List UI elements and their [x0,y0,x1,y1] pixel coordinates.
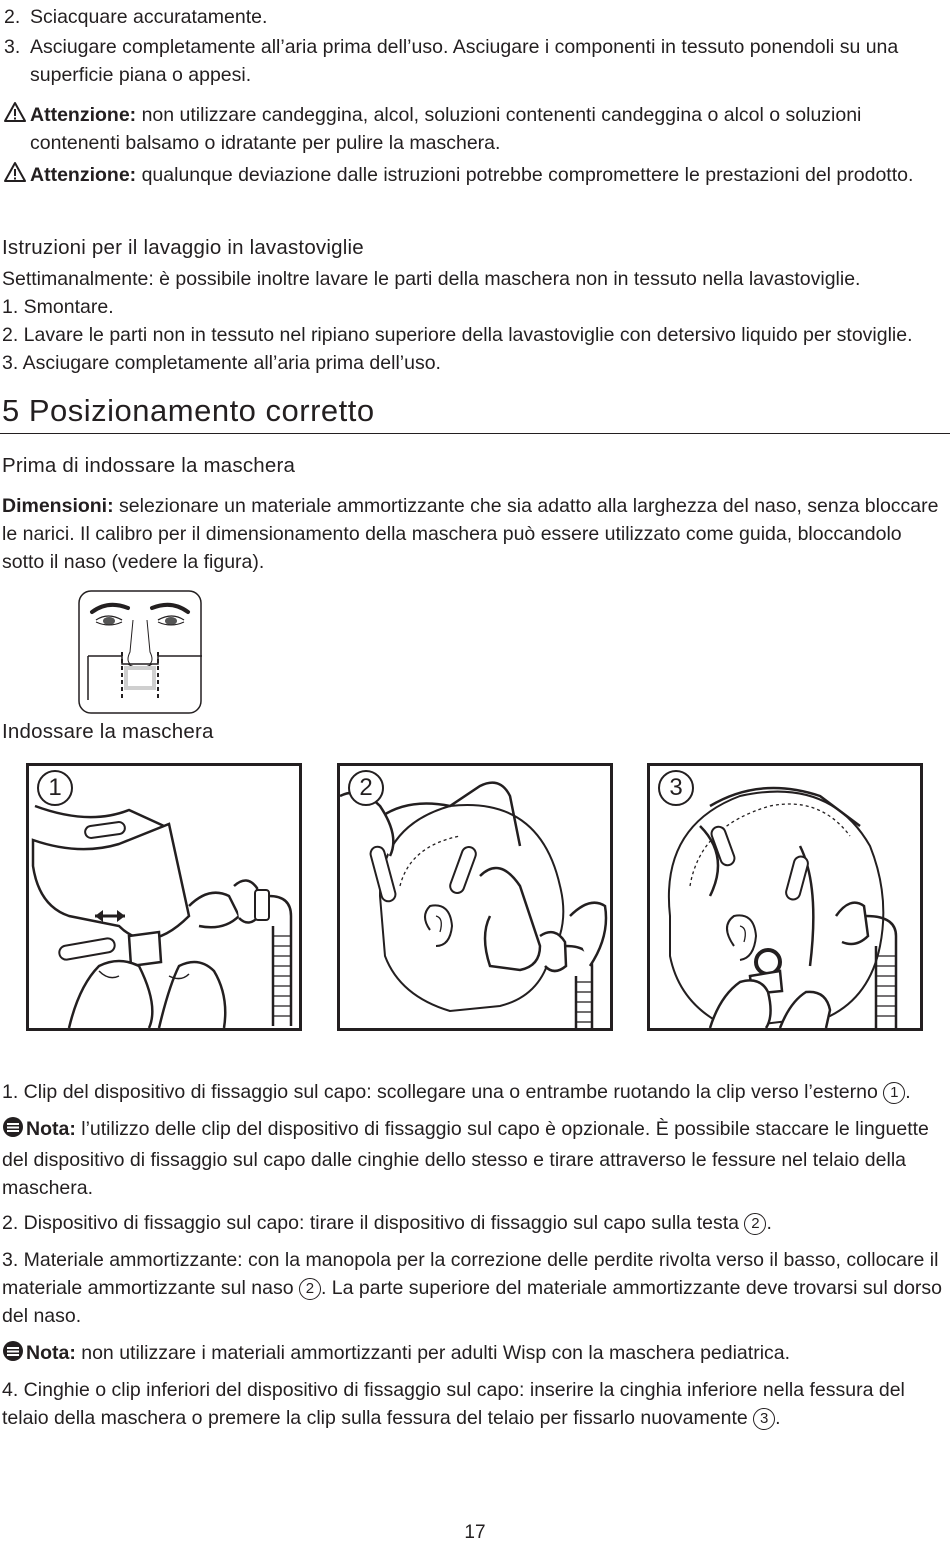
warning-label: Attenzione: [30,104,137,126]
mask-illustration-1 [29,766,299,1028]
note-label: Nota: [26,1342,76,1364]
step-ref-badge: 3 [753,1408,775,1430]
warning-icon [4,161,26,191]
dishwasher-line: Settimanalmente: è possibile inoltre lavare le parti della maschera non in tessuto nella lavastoviglie. [2,268,861,290]
section-title: 5 Posizionamento corretto [2,393,375,428]
warning-text: non utilizzare candeggina, alcol, soluzioni contenenti candeggina o alcol o soluzioni contenenti balsamo o idratante per pulire la maschera. [30,104,862,154]
panel-number: 1 [37,770,73,806]
note-icon [2,1340,26,1370]
sizing-gauge-figure [78,590,202,714]
step-period: . [766,1212,772,1234]
step-4-text [2,1376,948,1432]
warning-icon [4,101,26,131]
list-number: 2. [4,6,21,28]
section-divider [0,433,950,434]
list-number: 3. [4,36,21,58]
note-label: Nota: [26,1118,76,1140]
dimensions-paragraph [2,492,948,576]
step-4-body: 4. Cinghie o clip inferiori del dispositivo di fissaggio sul capo: inserire la cinghia inferiore nella fessura del telaio della maschera o premere la clip sulla fessura del telaio per fissarlo nuovamente [2,1379,905,1429]
step-panel-1 [26,763,302,1031]
mask-illustration-2 [340,766,610,1028]
step-2-text [2,1209,948,1237]
note-1 [2,1115,948,1202]
warning-text: qualunque deviazione dalle istruzioni potrebbe compromettere le prestazioni del prodotto. [136,164,914,186]
note-2 [2,1339,948,1370]
list-item [4,33,946,89]
dishwasher-line: 3. Asciugare completamente all’aria prima dell’uso. [2,352,441,374]
step-period: . [775,1407,781,1429]
page-number: 17 [464,1522,486,1543]
dishwasher-line: 1. Smontare. [2,296,114,318]
note-text: non utilizzare i materiali ammortizzanti per adulti Wisp con la maschera pediatrica. [75,1342,791,1364]
step-period: . [905,1081,911,1103]
step-panel-2 [337,763,613,1031]
step-panel-3 [647,763,923,1031]
dimensions-label: Dimensioni: [2,495,114,517]
step-ref-badge: 1 [883,1082,905,1104]
note-icon [2,1116,26,1146]
mask-illustration-3 [650,766,920,1028]
step-ref-badge: 2 [744,1213,766,1235]
note-text: l’utilizzo delle clip del dispositivo di fissaggio sul capo è opzionale. È possibile staccare le linguette del dispositivo di fissaggio sul capo dalle cinghie dello stesso e tirare attraverso le fessure nel telaio della maschera. [2,1118,929,1199]
wear-heading: Indossare la maschera [2,720,214,743]
step-3-text [2,1246,948,1330]
step-1-text [2,1078,948,1106]
before-heading: Prima di indossare la maschera [2,454,296,477]
dishwasher-line: 2. Lavare le parti non in tessuto nel ripiano superiore della lavastoviglie con detersivo liquido per stoviglie. [2,324,913,346]
warning-item [4,161,946,189]
list-text: Asciugare completamente all’aria prima dell’uso. Asciugare i componenti in tessuto ponendoli su una superficie piana o appesi. [30,36,899,86]
warning-label: Attenzione: [30,164,137,186]
step-3-tail: . La parte superiore del materiale ammortizzante deve trovarsi sul dorso del naso. [2,1277,943,1327]
panel-number: 2 [348,770,384,806]
dimensions-text: selezionare un materiale ammortizzante che sia adatto alla larghezza del naso, senza bloccare le narici. Il calibro per il dimensionamento della maschera può essere utilizzato come guida, bloccandolo sotto il naso (vedere la figura). [2,495,939,573]
panel-number: 3 [658,770,694,806]
step-ref-badge: 2 [299,1278,321,1300]
warning-item [4,101,946,157]
step-3-body: 3. Materiale ammortizzante: con la manopola per la correzione delle perdite rivolta verso il basso, collocare il materiale ammortizzante sul naso [2,1249,939,1299]
list-text: Sciacquare accuratamente. [30,6,268,28]
dishwasher-heading: Istruzioni per il lavaggio in lavastoviglie [2,236,364,259]
step-2-body: 2. Dispositivo di fissaggio sul capo: tirare il dispositivo di fissaggio sul capo sulla testa [2,1212,745,1234]
list-item [4,3,946,31]
step-1-body: 1. Clip del dispositivo di fissaggio sul capo: scollegare una o entrambe ruotando la clip verso l’esterno [2,1081,884,1103]
